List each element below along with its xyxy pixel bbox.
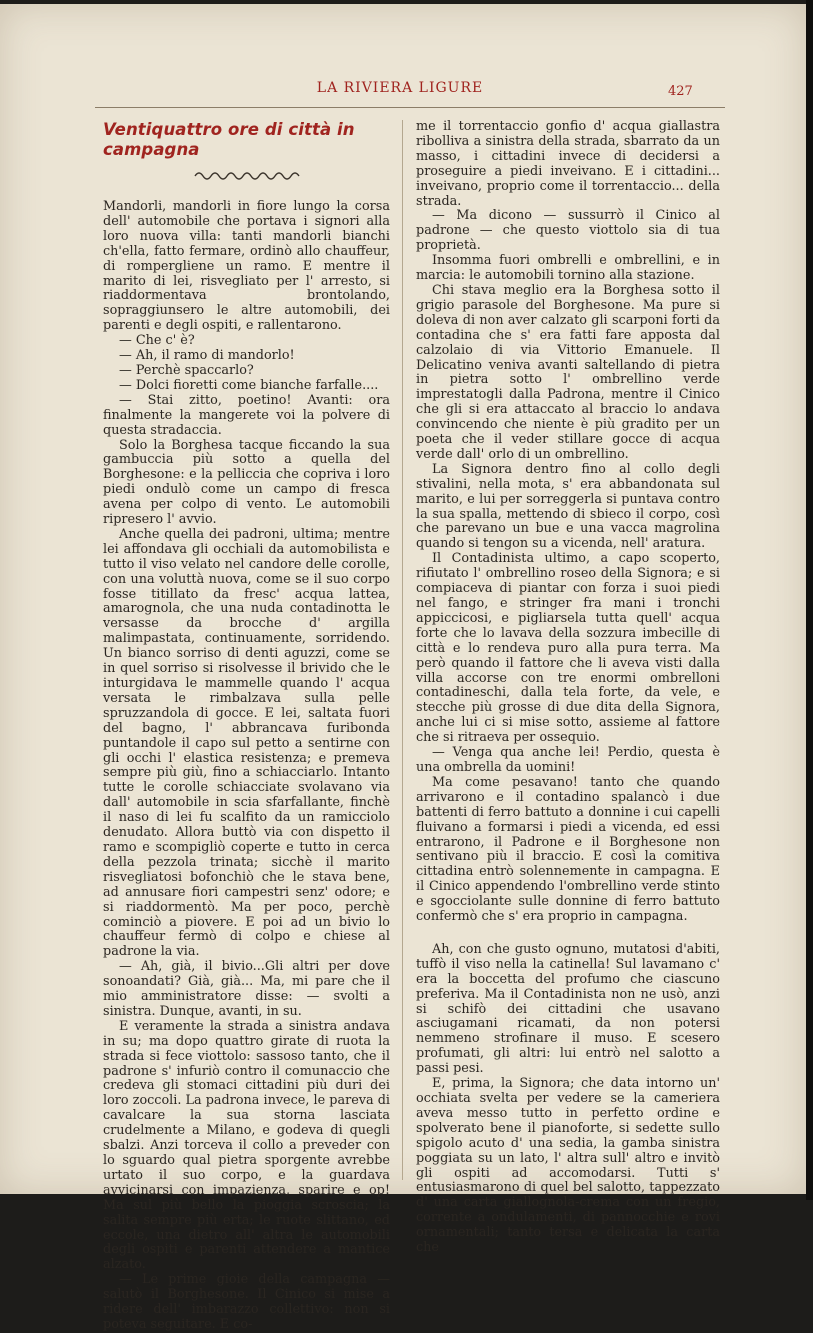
journal-title: LA RIVIERA LIGURE (316, 80, 484, 96)
paragraph: — Ah, già, il bivio...Gli altri per dove sonoandati? Già, già... Ma, mi pare che il mio amministratore disse: — svolti a sinistra. Dunque, avanti, in su. (103, 959, 390, 1019)
paragraph: — Venga qua anche lei! Perdio, questa è una ombrella da uomini! (416, 745, 720, 775)
paragraph: Ah, con che gusto ognuno, mutatosi d'abiti, tuffò il viso nella la catinella! Sul lavamano c' era la boccetta del profumo che ciascuno preferiva. Ma il Contadinista non ne usò, anzi si schifò dei cittadini che usavano asciugamani ricamati, da non potersi nemmeno strofinare il muso. E scesero profumati, gli altri: lui entrò nel salotto a passi pesi. (416, 941, 720, 1077)
paragraph: Anche quella dei padroni, ultima; mentre lei affondava gli occhiali da automobilista e tutto il viso velato nel candore delle corolle, con una voluttà nuova, come se il suo corpo fosse titillato da fresc' acqua lattea, amarognola, che una nuda contadinotta le versasse da brocche d' argilla malimpastata, continuamente, sorridendo. Un bianco sorriso di denti aguzzi, come se in quel sorriso si risolvesse il brivido che le inturgidava le mammelle quando l' acqua versata le rimbalzava sulla pelle spruzzandola di gocce. E lei, saltata fuori del bagno, l' abbrancava furibonda puntandole il capo sul petto a sentirne con gli occhi l' elastica resistenza; e premeva sempre più giù, fino a schiacciarlo. Intanto tutte le corolle schiacciate svolavano via dall' automobile in scia sfarfallante, finchè il naso di lei fu scalfito da un ramicciolo denudato. Allora buttò via con dispetto il ramo e scompigliò coperte e tutto in cerca della pezzola trinata; sicchè il marito risvegliatosi bofonchiò che le stava bene, ad annusare fiori campestri senz' odore; e si riaddormentò. Ma per poco, perchè cominciò a piovere. E poi ad un bivio lo chauffeur fermò di colpo e chiese al padrone la via. (103, 526, 390, 960)
paragraph: — Stai zitto, poetino! Avanti: ora finalmente la mangerete voi la polvere di questa stradaccia. (103, 392, 390, 438)
paragraph: — Che c' è? (119, 333, 195, 349)
ornament-flourish (103, 168, 390, 190)
article-title: Ventiquattro ore di città in campagna (103, 120, 355, 159)
header-rule (95, 107, 725, 108)
paragraph: Il Contadinista ultimo, a capo scoperto, rifiutato l' ombrellino roseo della Signora; e si compiaceva di piantar con forza i suoi piedi nel fango, e stringer fra mani i tronchi appiccicosi, e pigliarsela tutta quell' acqua forte che lo lavava della sozzura imbecille di città e lo rendeva puro alla pura terra. Ma però quando il fattore che li aveva visti dalla villa accorse con tre enormi ombrelloni contadineschi, dalla tela forte, da vele, e stecche più grosse di due dita della Signora, anche lui ci si mise sotto, assieme al fattore che si ritraeva per ossequio. (416, 551, 720, 746)
paragraph: — Dolci fioretti come bianche farfalle.... (119, 377, 379, 393)
paragraph: — Le prime gioie della campagna — salutò il Borghesone. Il Cinico si mise a ridere dell' imbarazzo collettivo: non si poteva seguitare. E co- (103, 1272, 390, 1332)
paragraph: Solo la Borghesa tacque ficcando la sua gambuccia più sotto a quella del Borghesone: e la pelliccia che copriva i loro piedi ondulò come un campo di fresca avena per colpo di vento. Le automobili ripresero l' avvio. (103, 437, 390, 528)
paragraph: Mandorli, mandorli in fiore lungo la corsa dell' automobile che portava i signori alla loro nuova villa: tanti mandorli bianchi ch'ella, fatto fermare, ordinò allo chauffeur, di rompergliene un ramo. E mentre il marito di lei, risvegliato per l' arresto, si riaddormentava brontolando, sopraggiunsero le altre automobili, dei parenti e degli ospiti, e rallentarono. (103, 199, 390, 334)
paragraph: E veramente la strada a sinistra andava in su; ma dopo quattro girate di ruota la strada si fece viottolo: sassoso tanto, che il padrone s' infuriò contro il comunaccio che credeva gli stomaci cittadini più duri dei loro zoccoli. La padrona invece, le pareva di cavalcare la sua storna lasciata crudelmente a Milano, e godeva di quegli sbalzi. Anzi torceva il collo a preveder con lo sguardo qual pietra sporgente avrebbe urtato il suo corpo, e la guardava avvicinarsi con impazienza, sparire e op! Ma sul più bello la pioggia scroscia; la salita sempre più erta; le ruote slittano, ed eccole, una dietro all' altra le automobili degli ospiti e parenti attendere a mantice alzato. (103, 1018, 390, 1273)
binding-edge (806, 0, 813, 1200)
column-divider (402, 120, 403, 1180)
paragraph: Ma come pesavano! tanto che quando arrivarono e il contadino spalancò i due battenti di ferro battuto a donnine i cui capelli fluivano a formarsi i piedi a vicenda, ed essi entrarono, il Padrone e il Borghesone non sentivano più il braccio. E così la comitiva cittadina entrò solennemente in campagna. E il Cinico appendendo l'ombrellino verde stinto e sgocciolante sulle donnine di ferro battuto confermò che s' era proprio in campagna. (416, 774, 720, 925)
page-number: 427 (668, 84, 693, 99)
paragraph: Chi stava meglio era la Borghesa sotto il grigio parasole del Borghesone. Ma pure si doleva di non aver calzato gli scarponi forti da contadina che s' era fatti fare apposta dal calzolaio di via Vittorio Emanuele. Il Delicatino veniva avanti saltellando di pietra in pietra sotto l' ombrellino verde imprestatogli dalla Padrona, mentre il Cinico che gli si era attaccato al braccio lo andava convincendo che niente è più gradito per un poeta che il veder stillare gocce di acqua verde dall' orlo di un ombrellino. (416, 282, 720, 462)
left-column (103, 120, 390, 1332)
paragraph: La Signora dentro fino al collo degli stivalini, nella mota, s' era abbandonata sul marito, e lui per sorreggerla si puntava contro la sua spalla, mettendo di sbieco il corpo, così che parevano un bue e una vacca magrolina quando si tengon su a vicenda, nell' aratura. (416, 461, 720, 552)
right-column (416, 119, 720, 1256)
paragraph: Insomma fuori ombrelli e ombrellini, e in marcia: le automobili tornino alla stazione. (416, 253, 720, 284)
magazine-page (0, 4, 806, 1332)
paragraph: me il torrentaccio gonfio d' acqua giallastra ribolliva a sinistra della strada, sbarrato da un masso, i cittadini invece di decidersi a proseguire a piedi inveivano. E i cittadini... inveivano, proprio come il torrentaccio... della strada. (416, 119, 720, 209)
paragraph: — Ma dicono — sussurrò il Cinico al padrone — che questo viottolo sia di tua proprietà. (416, 208, 720, 254)
paragraph: — Perchè spaccarlo? (119, 362, 254, 378)
paragraph: E, prima, la Signora; che data intorno un' occhiata svelta per vedere se la cameriera aveva messo tutto in perfetto ordine e spolverato bene il pianoforte, si sedette sullo spigolo acuto d' una sedia, la gamba sinistra poggiata su un lato, l' altra sull' altro e invitò gli ospiti ad accomodarsi. Tutti s' entusiasmarono di quel bel salotto, tappezzato d' una carta giallognola-crema con un fregio, corrente a ondulamenti, di pannocchie e rovi ornamentali; tanto tersa e delicata la carta che (416, 1076, 720, 1256)
paragraph: — Ah, il ramo di mandorlo! (119, 348, 295, 364)
